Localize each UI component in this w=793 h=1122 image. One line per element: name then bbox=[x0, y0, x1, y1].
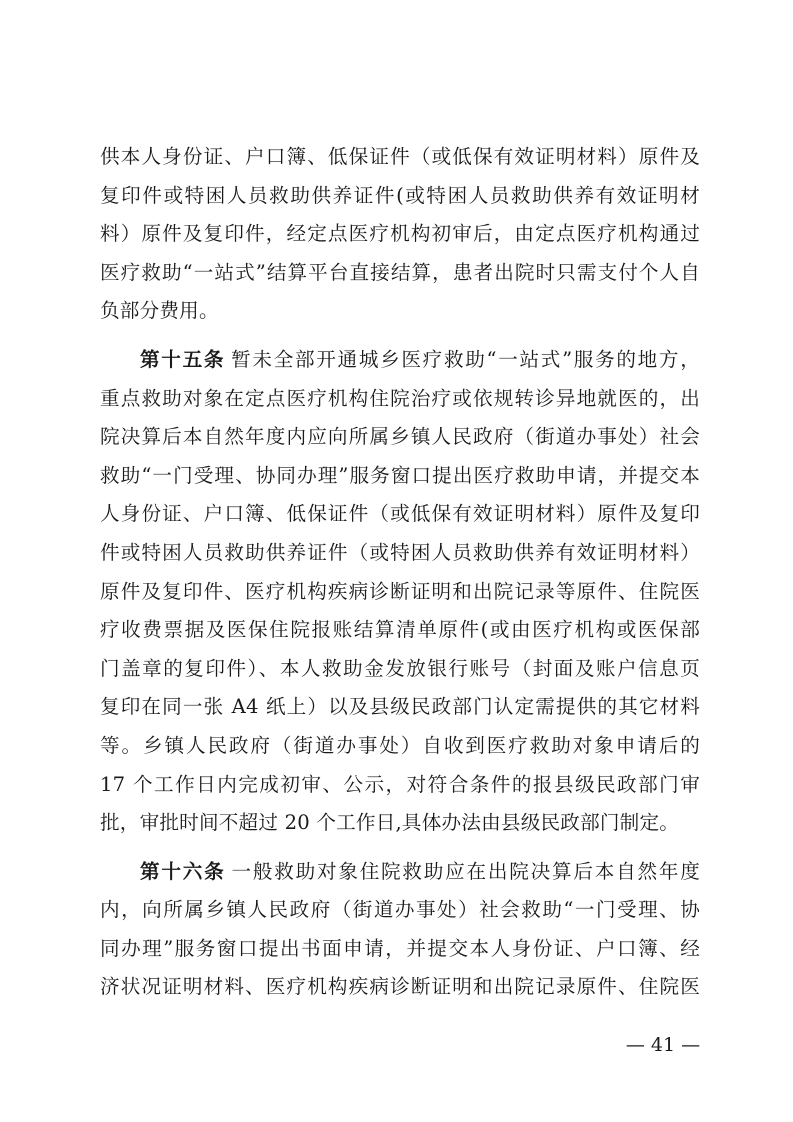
text-line: 复印在同一张 A4 纸上）以及县级民政部门认定需提供的其它材料 bbox=[100, 695, 700, 719]
text-line: 供本人身份证、户口簿、低保证件（或低保有效证明材料）原件及 bbox=[100, 145, 700, 168]
page-number: — 41 — bbox=[625, 1034, 701, 1056]
text-line: 原件及复印件、医疗机构疾病诊断证明和出院记录等原件、住院医 bbox=[100, 579, 700, 603]
text-line: 料）原件及复印件，经定点医疗机构初审后，由定点医疗机构通过 bbox=[100, 222, 700, 246]
text-line: 重点救助对象在定点医疗机构住院治疗或依规转诊异地就医的，出 bbox=[100, 386, 700, 410]
text-line: 救助“一门受理、协同办理”服务窗口提出医疗救助申请，并提交本 bbox=[100, 463, 700, 487]
text-line: 医疗救助“一站式”结算平台直接结算，患者出院时只需支付个人自 bbox=[100, 260, 700, 284]
text-line: 济状况证明材料、医疗机构疾病诊断证明和出院记录原件、住院医 bbox=[100, 975, 700, 999]
text-line: 人身份证、户口簿、低保证件（或低保有效证明材料）原件及复印 bbox=[100, 502, 700, 526]
text-line: 院决算后本自然年度内应向所属乡镇人民政府（街道办事处）社会 bbox=[100, 425, 700, 449]
article-16-first-text: 一般救助对象住院救助应在出院决算后本自然年度 bbox=[231, 859, 700, 883]
text-line: 批，审批时间不超过 20 个工作日,具体办法由县级民政部门制定。 bbox=[100, 811, 680, 835]
text-line: 疗收费票据及医保住院报账结算清单原件(或由医疗机构或医保部 bbox=[100, 618, 700, 642]
text-line: 负部分费用。 bbox=[100, 299, 219, 323]
article-15-heading: 第十五条 bbox=[140, 347, 226, 371]
document-body bbox=[100, 138, 700, 1017]
text-line: 17 个工作日内完成初审、公示，对符合条件的报县级民政部门审 bbox=[100, 772, 700, 796]
text-line: 同办理”服务窗口提出书面申请，并提交本人身份证、户口簿、经 bbox=[100, 936, 700, 960]
article-15-first-line bbox=[100, 341, 700, 380]
text-line: 等。乡镇人民政府（街道办事处）自收到医疗救助对象申请后的 bbox=[100, 733, 700, 757]
article-15-first-text: 暂未全部开通城乡医疗救助“一站式”服务的地方， bbox=[231, 347, 700, 371]
article-16-heading: 第十六条 bbox=[140, 859, 226, 883]
article-16-first-line bbox=[100, 853, 700, 892]
text-line: 件或特困人员救助供养证件（或特困人员救助供养有效证明材料） bbox=[100, 540, 700, 564]
article-16 bbox=[100, 853, 700, 1007]
text-line: 门盖章的复印件）、本人救助金发放银行账号（封面及账户信息页 bbox=[100, 656, 700, 680]
text-line: 复印件或特困人员救助供养证件(或特困人员救助供养有效证明材 bbox=[100, 183, 700, 207]
text-line: 内，向所属乡镇人民政府（街道办事处）社会救助“一门受理、协 bbox=[100, 898, 700, 922]
article-15 bbox=[100, 341, 700, 843]
paragraph-continuation bbox=[100, 138, 700, 331]
